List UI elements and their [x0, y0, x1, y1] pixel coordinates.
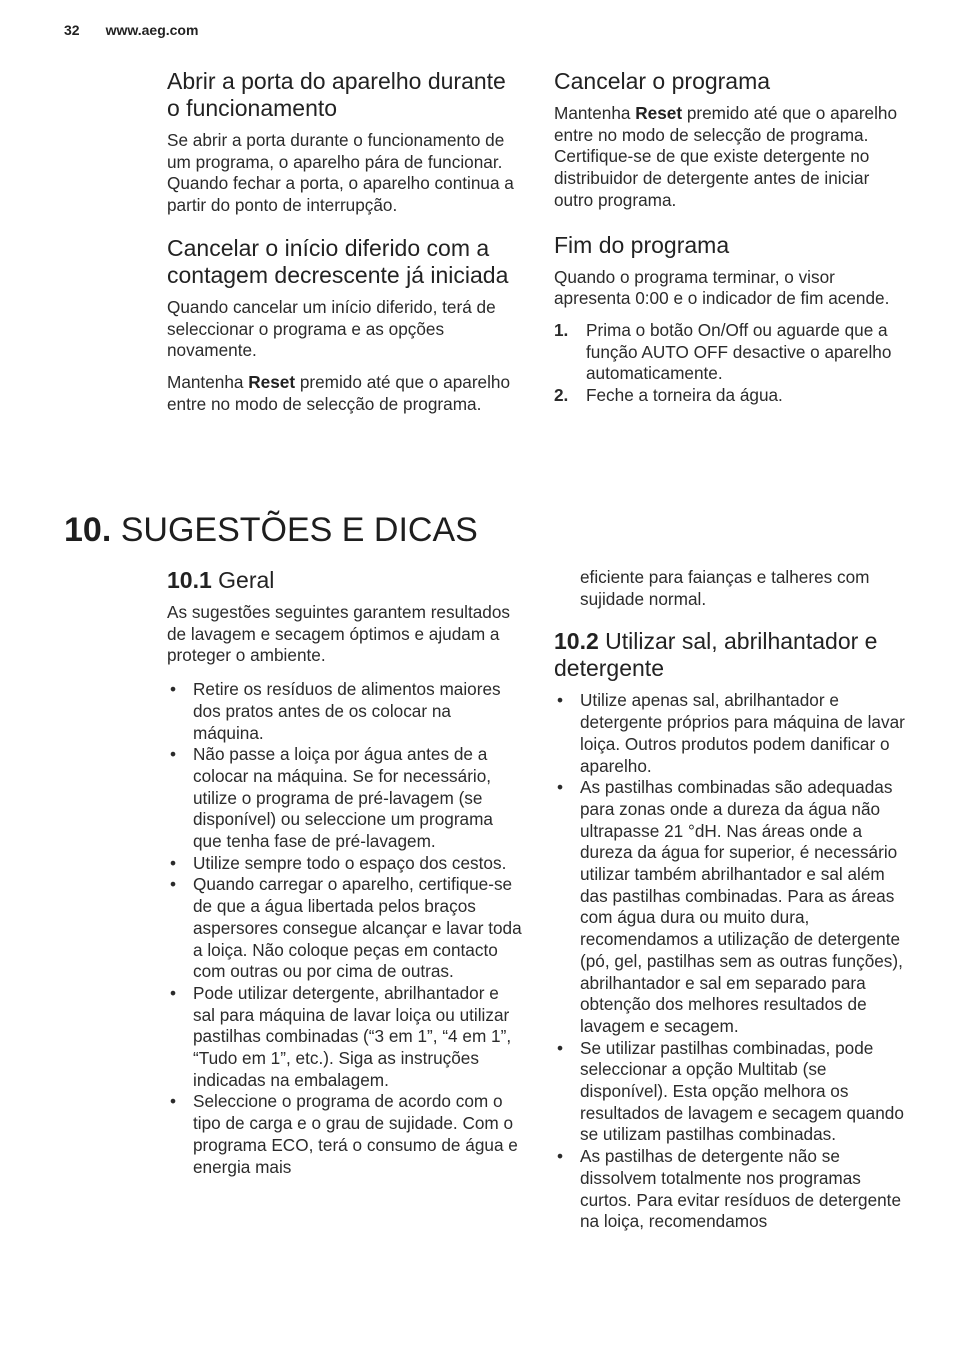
list-item: • Se utilizar pastilhas combinadas, pode seleccionar a opção Multitab (se disponível). Esta opção melhora os resultados de lavagem e secagem quando se utilizam pastilhas combinadas. [554, 1038, 912, 1147]
list-item: • Seleccione o programa de acordo com o tipo de carga e o grau de sujidade. Com o programa ECO, terá o consumo de água e energia mais [167, 1091, 525, 1178]
section-10-1-intro: As sugestões seguintes garantem resultados de lavagem e secagem óptimos e ajudam a proteger o ambiente. [167, 602, 510, 666]
cancel-delay-reset-text: Mantenha Reset premido até que o aparelho entre no modo de selecção de programa. [167, 371, 511, 414]
heading-10-2: 10.2 Utilizar sal, abrilhantador e detergente [554, 628, 878, 682]
list-item: 2. Feche a torneira da água. [554, 385, 783, 406]
reset-keyword: Reset [635, 103, 683, 123]
section-10-2-column [554, 567, 912, 1243]
chapter-title: SUGESTÕES E DICAS [120, 511, 478, 549]
chapter-number: 10. [64, 511, 112, 549]
heading-end-program: Fim do programa [554, 231, 730, 258]
list-item: • Não passe a loiça por água antes de a colocar na máquina. Se for necessário, utilize o programa de pré-lavagem (se disponível) ou seleccione um programa que tenha fase de pré-lavagem. [167, 744, 525, 853]
cancel-program-detergent-text: Certifique-se de que existe detergente no distribuidor de detergente antes de iniciar outro programa. [554, 146, 870, 210]
tips-list [167, 679, 525, 1178]
right-column-top [554, 68, 912, 417]
open-door-text: Se abrir a porta durante o funcionamento de um programa, o aparelho pára de funcionar. Quando fechar a porta, o aparelho continua a partir do ponto de interrupção. [167, 130, 514, 216]
end-program-steps [554, 320, 912, 407]
list-item: 1. Prima o botão On/Off ou aguarde que a função AUTO OFF desactive o aparelho automaticamente. [554, 319, 892, 384]
end-program-text: Quando o programa terminar, o visor apresenta 0:00 e o indicador de fim acende. [554, 266, 890, 309]
cancel-program-text: Mantenha Reset premido até que o aparelho entre no modo de selecção de programa. [554, 103, 898, 145]
tips-continuation: eficiente para faianças e talheres com sujidade normal. [580, 567, 870, 609]
reset-keyword: Reset [248, 371, 296, 392]
page-number: 32 [64, 22, 80, 38]
cancel-delay-text: Quando cancelar um início diferido, terá de seleccionar o programa e as opções novamente. [167, 296, 496, 361]
detergent-tips-list [554, 690, 912, 1233]
list-item: • Utilize apenas sal, abrilhantador e detergente próprios para máquina de lavar loiça. Outros produtos podem danificar o aparelho. [554, 690, 912, 777]
left-column-top [167, 68, 525, 425]
chapter-heading [64, 508, 478, 552]
list-item: • As pastilhas de detergente não se dissolvem totalmente nos programas curtos. Para evitar resíduos de detergente na loiça, recomendamos [554, 1146, 912, 1233]
list-item: • As pastilhas combinadas são adequadas para zonas onde a dureza da água não ultrapasse 21 °dH. Nas áreas onde a dureza da água for superior, é necessário utilizar também abrilhantador e sal além das pastilhas combinadas. Para as áreas com água dura ou muito dura, recomendamos a utilização de detergente (pó, gel, pastilhas sem as outras funções), abrilhantador e sal em separado para obtenção dos melhores resultados de lavagem e secagem. [554, 777, 912, 1037]
list-item: • Retire os resíduos de alimentos maiores dos pratos antes de os colocar na máquina. [167, 679, 525, 744]
page-header [64, 22, 198, 38]
list-item: • Quando carregar o aparelho, certifique-se de que a água libertada pelos braços aspersores consegue alcançar e lavar toda a loiça. Não coloque peças em contacto com outras ou por cima de outras. [167, 874, 525, 983]
heading-open-door: Abrir a porta do aparelho durante o funcionamento [167, 68, 506, 121]
heading-10-1: 10.1 Geral [167, 567, 275, 593]
website-link[interactable]: www.aeg.com [105, 22, 199, 38]
section-10-1 [167, 567, 525, 1188]
heading-cancel-program: Cancelar o programa [554, 68, 771, 94]
list-item: • Pode utilizar detergente, abrilhantador e sal para máquina de lavar loiça ou utilizar pastilhas combinadas (“3 em 1”, “4 em 1”, “Tudo em 1”, etc.). Siga as instruções indicadas na embalagem. [167, 983, 525, 1092]
list-item: • Utilize sempre todo o espaço dos cestos. [167, 853, 525, 875]
heading-cancel-delay: Cancelar o início diferido com a contagem decrescente já iniciada [167, 234, 509, 288]
